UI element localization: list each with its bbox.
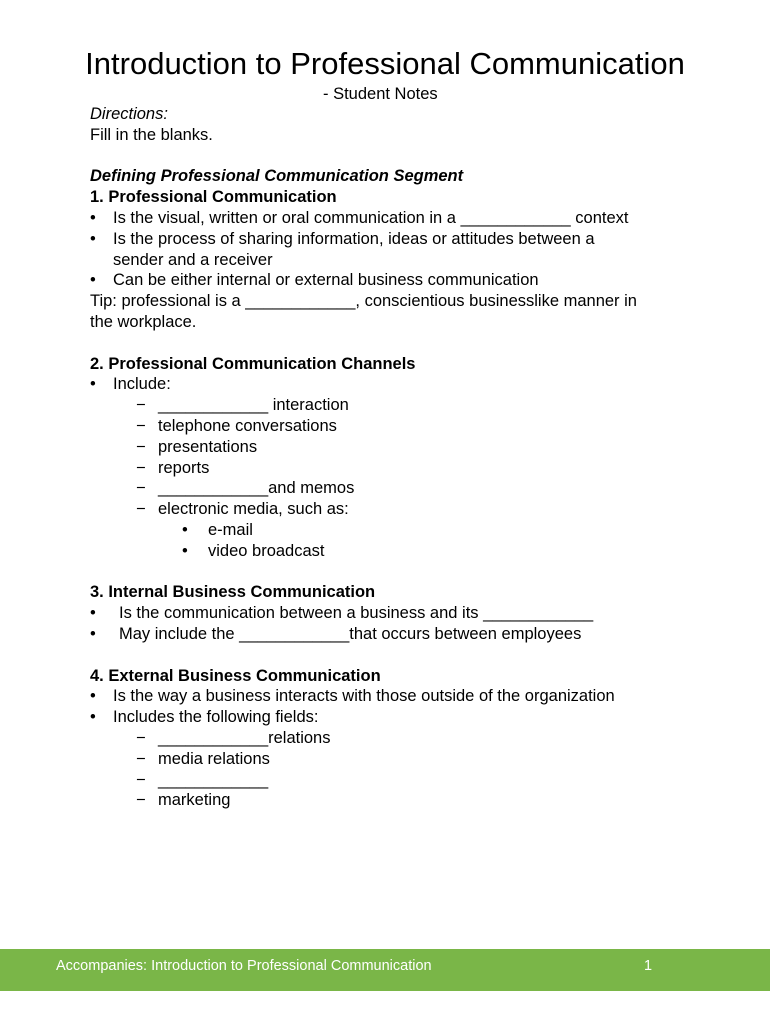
dash-icon: −	[136, 396, 146, 415]
sub-list-item: − reports	[136, 458, 210, 477]
bullet-icon: •	[182, 541, 188, 560]
footer-bar	[0, 949, 770, 991]
dash-icon: −	[136, 458, 146, 477]
dash-icon: −	[136, 770, 146, 789]
dash-icon: −	[136, 479, 146, 498]
list-item: • Includes the following fields:	[90, 708, 319, 727]
list-item-continuation: sender and a receiver	[113, 250, 273, 269]
list-item: • Is the communication between a business and its ____________	[90, 604, 594, 623]
sub-list-item: − ____________relations	[136, 728, 331, 747]
tip-line: the workplace.	[90, 312, 197, 331]
directions-label: Directions:	[90, 105, 168, 123]
bullet-icon: •	[90, 687, 96, 706]
sub-list-item: − marketing	[136, 791, 231, 810]
bullet-icon: •	[90, 375, 96, 394]
document-body	[90, 104, 690, 811]
sub-list-item: − ____________and memos	[136, 479, 355, 498]
list-item: • Is the process of sharing information, ideas or attitudes between a	[90, 229, 595, 248]
bullet-icon: •	[90, 624, 96, 643]
bullet-icon: •	[182, 520, 188, 539]
sub-sub-list-item: • e-mail	[182, 520, 253, 539]
section-4-heading: 4. External Business Communication	[90, 666, 381, 685]
section-1-heading: 1. Professional Communication	[90, 188, 337, 207]
list-item: • Can be either internal or external business communication	[90, 271, 539, 290]
bullet-icon: •	[90, 604, 96, 623]
bullet-icon: •	[90, 708, 96, 727]
bullet-icon: •	[90, 208, 96, 227]
sub-list-item: − electronic media, such as:	[136, 500, 349, 519]
directions-text: Fill in the blanks.	[90, 125, 213, 144]
bullet-icon: •	[90, 271, 96, 290]
section-2-heading: 2. Professional Communication Channels	[90, 354, 416, 373]
page-subtitle: - Student Notes	[323, 85, 438, 103]
dash-icon: −	[136, 416, 146, 435]
footer-text: Accompanies: Introduction to Professional Communication	[56, 958, 432, 974]
sub-sub-list-item: • video broadcast	[182, 541, 325, 560]
bullet-icon: •	[90, 229, 96, 248]
segment-heading: Defining Professional Communication Segment	[90, 167, 464, 186]
dash-icon: −	[136, 791, 146, 810]
page-number: 1	[644, 958, 653, 974]
sub-list-item: − telephone conversations	[136, 416, 337, 435]
sub-list-item: − ____________ interaction	[136, 396, 349, 415]
section-3-heading: 3. Internal Business Communication	[90, 583, 376, 602]
list-item: • Include:	[90, 375, 171, 394]
dash-icon: −	[136, 728, 146, 747]
dash-icon: −	[136, 500, 146, 519]
sub-list-item: − media relations	[136, 749, 270, 768]
list-item: • May include the ____________that occurs between employees	[90, 624, 582, 643]
dash-icon: −	[136, 437, 146, 456]
list-item: • Is the way a business interacts with those outside of the organization	[90, 687, 615, 706]
page-title: Introduction to Professional Communication	[85, 46, 685, 81]
list-item: • Is the visual, written or oral communication in a ____________ context	[90, 208, 629, 227]
sub-list-item: − ____________	[136, 770, 269, 789]
sub-list-item: − presentations	[136, 437, 258, 456]
tip-line: Tip: professional is a ____________, conscientious businesslike manner in	[90, 292, 637, 311]
dash-icon: −	[136, 749, 146, 768]
